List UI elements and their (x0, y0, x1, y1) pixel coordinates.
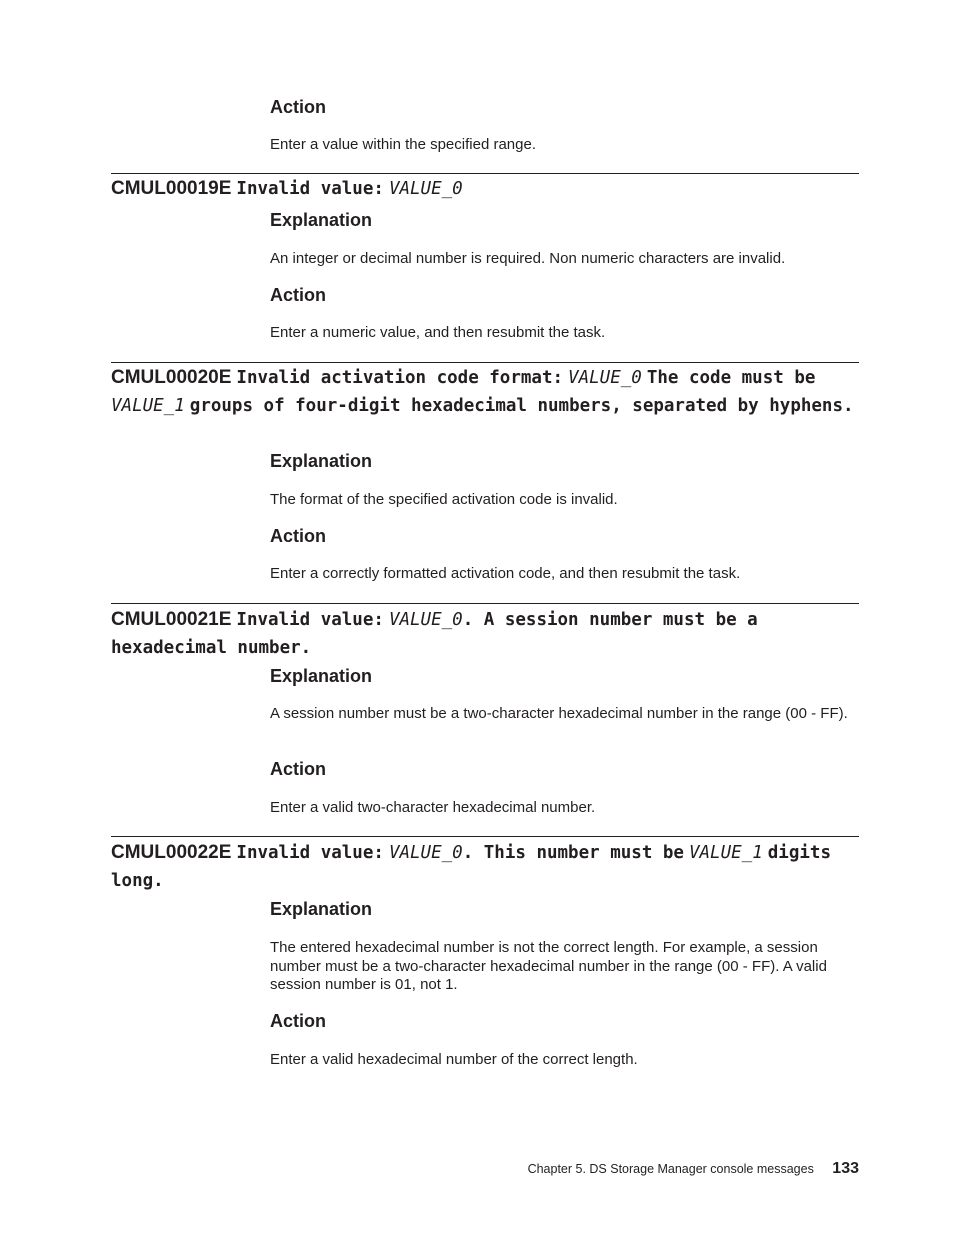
section-divider (111, 836, 859, 837)
section-divider (111, 362, 859, 363)
action-text: Enter a value within the specified range. (270, 136, 536, 153)
message-id: CMUL00021E (111, 609, 232, 630)
message-text: Invalid activation code format: (236, 368, 564, 388)
action-text: Enter a numeric value, and then resubmit the task. (270, 324, 606, 341)
explanation-text: A session number must be a two-character hexadecimal number in the range (00 - FF). (270, 705, 848, 722)
action-text: Enter a valid two-character hexadecimal number. (270, 799, 596, 816)
message-id: CMUL00019E (111, 178, 232, 199)
message-variable: VALUE_0 (388, 610, 463, 630)
action-heading: Action (270, 526, 326, 546)
message-variable: VALUE_0 (388, 179, 463, 199)
page-number: 133 (832, 1160, 859, 1177)
message-text: groups of four-digit hexadecimal numbers, separated by hyphens. (189, 395, 854, 416)
message-variable: VALUE_1 (688, 843, 763, 863)
message-text: digits long. (111, 843, 831, 891)
message-title-cmul00019e (111, 175, 859, 203)
message-title-cmul00022e (111, 839, 859, 894)
action-heading: Action (270, 97, 326, 117)
action-heading: Action (270, 285, 326, 305)
explanation-text: The format of the specified activation code is invalid. (270, 491, 618, 508)
message-id: CMUL00022E (111, 842, 232, 863)
action-text: Enter a correctly formatted activation code, and then resubmit the task. (270, 565, 741, 582)
message-variable: VALUE_0 (568, 368, 642, 388)
explanation-text: The entered hexadecimal number is not the correct length. For example, a session number must be a two-character hexadecimal number in the range (00 - FF). A valid session number is 01, not 1. (270, 939, 827, 993)
explanation-heading: Explanation (270, 451, 373, 471)
message-text: The code must be (646, 368, 816, 388)
message-text: Invalid value: (236, 179, 384, 199)
message-variable: VALUE_1 (111, 395, 185, 416)
explanation-text: An integer or decimal number is required. Non numeric characters are invalid. (270, 250, 786, 267)
section-divider (111, 173, 859, 174)
message-text: . A session number must be a hexadecimal number. (111, 610, 758, 658)
message-title-cmul00021e (111, 606, 859, 661)
action-heading: Action (270, 759, 326, 779)
page-footer (528, 1160, 859, 1178)
message-text: . This number must be (462, 843, 684, 863)
explanation-heading: Explanation (270, 210, 373, 230)
section-divider (111, 603, 859, 604)
action-heading: Action (270, 1011, 326, 1031)
message-variable: VALUE_0 (388, 843, 463, 863)
message-text: Invalid value: (236, 843, 384, 863)
message-text: Invalid value: (236, 610, 384, 630)
message-id: CMUL00020E (111, 367, 232, 388)
explanation-heading: Explanation (270, 899, 373, 919)
action-text: Enter a valid hexadecimal number of the correct length. (270, 1051, 638, 1068)
chapter-title: Chapter 5. DS Storage Manager console messages (527, 1162, 814, 1176)
explanation-heading: Explanation (270, 666, 373, 686)
message-title-cmul00020e (111, 364, 859, 419)
